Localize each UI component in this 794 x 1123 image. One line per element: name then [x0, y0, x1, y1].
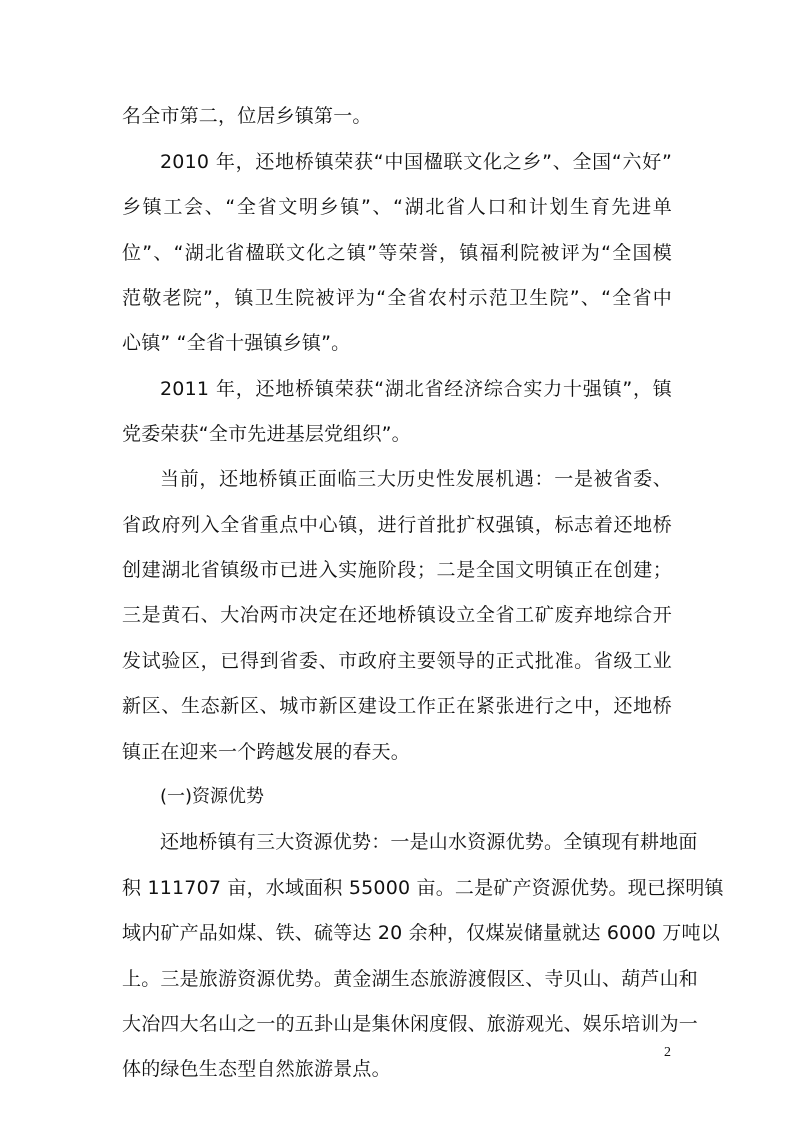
text-line: 三是黄石、大冶两市决定在还地桥镇设立全省工矿废弃地综合开 [122, 604, 672, 626]
text-line: 2010 年，还地桥镇荣获“中国楹联文化之乡”、全国“六好” [160, 151, 672, 173]
text-line: 镇正在迎来一个跨越发展的春天。 [122, 741, 411, 763]
text-line: 省政府列入全省重点中心镇，进行首批扩权强镇，标志着还地桥 [122, 514, 672, 536]
page-number: 2 [664, 1045, 671, 1060]
text-line: 当前，还地桥镇正面临三大历史性发展机遇：一是被省委、 [160, 468, 672, 490]
text-line: 乡镇工会、“全省文明乡镇”、“湖北省人口和计划生育先进单 [122, 196, 672, 218]
section-heading: (一)资源优势 [160, 786, 265, 807]
text-line: 大冶四大名山之一的五卦山是集休闲度假、旅游观光、娱乐培训为一 [122, 1013, 699, 1035]
text-line: 上。三是旅游资源优势。黄金湖生态旅游渡假区、寺贝山、葫芦山和 [122, 968, 699, 990]
text-line: 体的绿色生态型自然旅游景点。 [122, 1058, 391, 1080]
text-line: 还地桥镇有三大资源优势：一是山水资源优势。全镇现有耕地面 [160, 831, 698, 853]
text-line: 党委荣获“全市先进基层党组织”。 [122, 423, 411, 445]
text-line: 积 111707 亩，水域面积 55000 亩。二是矿产资源优势。现已探明镇 [122, 877, 724, 899]
text-line: 名全市第二，位居乡镇第一。 [122, 105, 372, 127]
text-line: 新区、生态新区、城市新区建设工作正在紧张进行之中，还地桥 [122, 695, 672, 717]
text-line: 发试验区，已得到省委、市政府主要领导的正式批准。省级工业 [122, 650, 672, 672]
text-line: 位”、“湖北省楹联文化之镇”等荣誉，镇福利院被评为“全国模 [122, 242, 672, 264]
text-line: 范敬老院”，镇卫生院被评为“全省农村示范卫生院”、“全省中 [122, 287, 672, 309]
text-line: 创建湖北省镇级市已进入实施阶段；二是全国文明镇正在创建； [122, 559, 672, 581]
text-line: 域内矿产品如煤、铁、硫等达 20 余种，仅煤炭储量就达 6000 万吨以 [122, 922, 720, 944]
text-line: 2011 年，还地桥镇荣获“湖北省经济综合实力十强镇”，镇 [160, 378, 672, 400]
text-line: 心镇” “全省十强镇乡镇”。 [122, 332, 351, 354]
